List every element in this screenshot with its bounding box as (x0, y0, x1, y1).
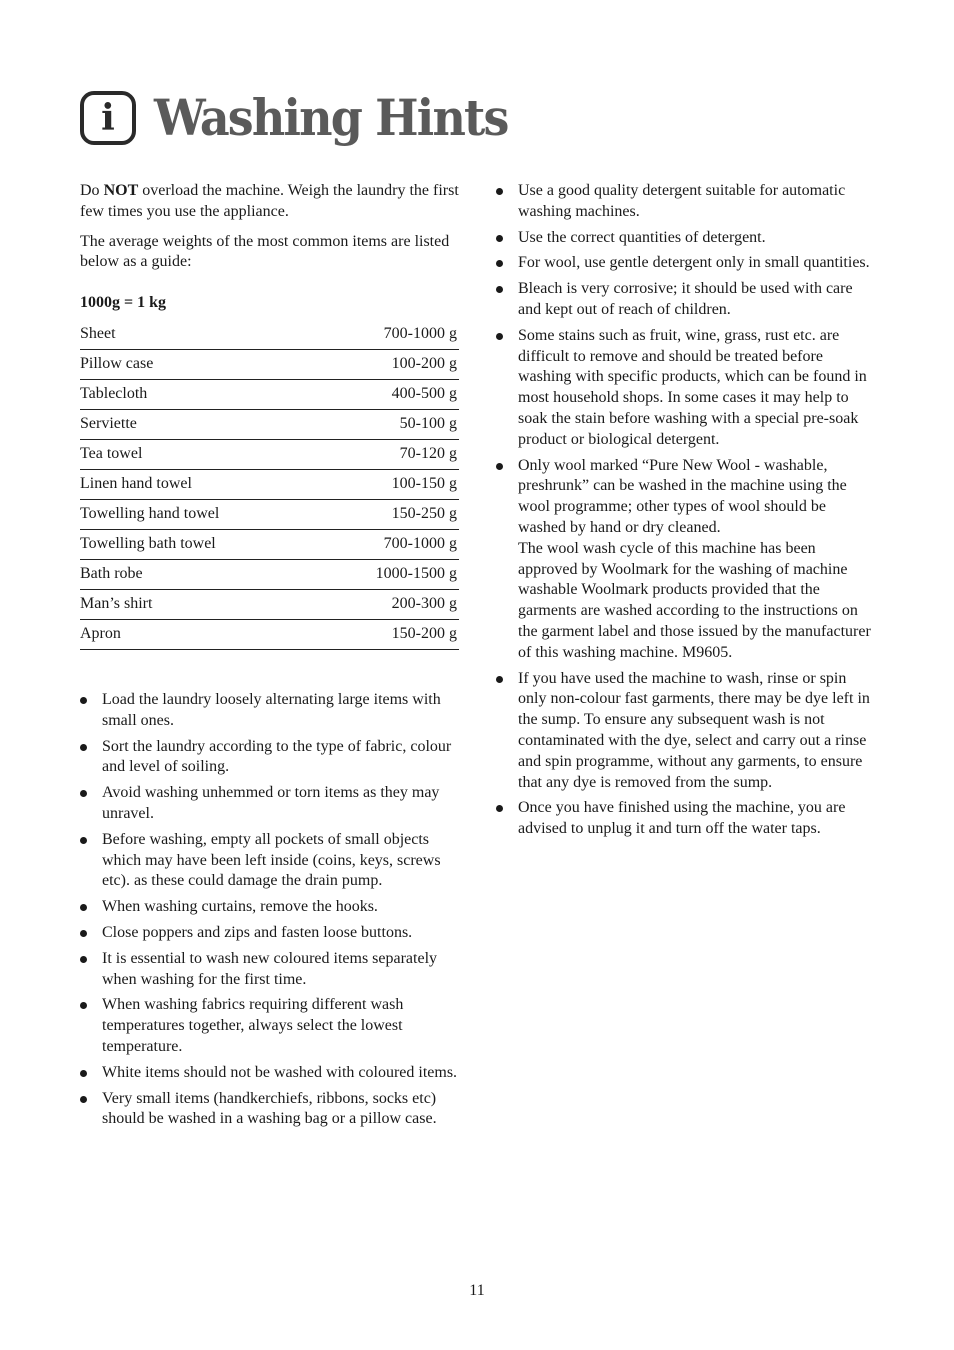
item-weight: 200-300 g (317, 589, 459, 619)
list-item (80, 995, 460, 1057)
item-weight: 50-100 g (317, 409, 459, 439)
item-name: Towelling bath towel (80, 529, 317, 559)
table-row (80, 619, 459, 649)
list-item-text: Some stains such as fruit, wine, grass, rust etc. are difficult to remove and should be treated before washing with specific products, which can be found in most household shops. In some cases it may help to soak the stain before washing with a special pre-soak product or biological detergent. (518, 326, 867, 448)
item-weight: 100-200 g (317, 349, 459, 379)
list-item-text: Use a good quality detergent suitable for automatic washing machines. (518, 182, 846, 220)
bullet-icon (496, 333, 503, 340)
list-item-text: Very small items (handkerchiefs, ribbons, socks etc) should be washed in a washing bag or a pillow case. (102, 1089, 437, 1128)
table-row (80, 469, 459, 499)
list-item (496, 253, 876, 274)
item-weight: 100-150 g (317, 469, 459, 499)
bullet-icon (496, 805, 503, 812)
item-weight: 70-120 g (317, 439, 459, 469)
list-item-text: White items should not be washed with coloured items. (102, 1063, 458, 1081)
bullet-icon (80, 904, 87, 911)
bullet-icon (80, 697, 87, 704)
right-bullet-list (496, 181, 876, 840)
table-row (80, 379, 459, 409)
list-item (80, 1089, 460, 1131)
list-item-text: If you have used the machine to wash, rinse or spin only non-colour fast garments, there may be dye left in the sump. To ensure any subsequent wash is not contaminated with the dye, select and carry out a rinse and spin programme, without any garments, to ensure that any dye is removed from the sump. (518, 669, 870, 791)
list-item (80, 830, 460, 892)
info-icon: i (80, 91, 136, 145)
list-item-text: When washing curtains, remove the hooks. (102, 898, 378, 916)
left-bullet-list (80, 690, 460, 1130)
list-item (496, 279, 876, 321)
item-weight: 400-500 g (317, 379, 459, 409)
list-item-text: Bleach is very corrosive; it should be used with care and kept out of reach of children. (518, 280, 853, 318)
table-row (80, 559, 459, 589)
list-item (80, 949, 460, 991)
bullet-icon (496, 188, 503, 195)
item-weight: 1000-1500 g (317, 559, 459, 589)
bullet-icon (80, 1002, 87, 1009)
list-item (80, 737, 460, 779)
item-name: Tablecloth (80, 379, 317, 409)
page-header (80, 88, 538, 147)
item-weight: 700-1000 g (317, 320, 459, 350)
table-row (80, 499, 459, 529)
wool-note: The wool wash cycle of this machine has been approved by Woolmark for the washing of machine washable Woolmark products provided that the garments are washed according to the instructions on the garment label and those issued by the manufacturer of this washing machine. M9605. (518, 539, 871, 661)
weight-conversion-note: 1000g = 1 kg (80, 294, 167, 312)
bullet-icon (80, 790, 87, 797)
intro-paragraph-2: The average weights of the most common items are listed below as a guide: (80, 232, 450, 271)
intro-paragraph-1: Do NOT overload the machine. Weigh the laundry the first few times you use the appliance. (80, 182, 459, 220)
list-item (496, 456, 876, 664)
list-item-text: It is essential to wash new coloured items separately when washing for the first time. (102, 949, 438, 988)
list-item (80, 1063, 460, 1084)
right-column (496, 181, 876, 845)
table-row (80, 439, 459, 469)
list-item-text: When washing fabrics requiring different wash temperatures together, always select the lowest temperature. (102, 996, 404, 1055)
table-row (80, 589, 459, 619)
item-name: Man’s shirt (80, 589, 317, 619)
list-item-text: Only wool marked “Pure New Wool - washable, preshrunk” can be washed in the machine using the wool programme; other types of wool should be washed by hand or dry cleaned. (518, 456, 847, 536)
list-item-text: Before washing, empty all pockets of small objects which may have been left inside (coins, keys, screws etc). as these could damage the drain pump. (102, 830, 441, 890)
page-title: Washing Hints (154, 88, 508, 147)
list-item (496, 326, 876, 451)
bullet-icon (496, 463, 503, 470)
list-item-text: Close poppers and zips and fasten loose buttons. (102, 923, 413, 941)
bullet-icon (80, 837, 87, 844)
list-item (496, 798, 876, 840)
list-item-text: For wool, use gentle detergent only in small quantities. (518, 254, 870, 272)
list-item (496, 181, 876, 223)
list-item (496, 669, 876, 794)
item-name: Sheet (80, 320, 317, 350)
item-name: Bath robe (80, 559, 317, 589)
item-name: Towelling hand towel (80, 499, 317, 529)
left-column (80, 181, 460, 1135)
list-item (80, 783, 460, 825)
item-name: Apron (80, 619, 317, 649)
bullet-icon (80, 744, 87, 751)
list-item (80, 897, 460, 918)
list-item-text: Use the correct quantities of detergent. (518, 228, 766, 246)
list-item (80, 923, 460, 944)
list-item-text: Avoid washing unhemmed or torn items as they may unravel. (102, 784, 440, 822)
item-weight: 700-1000 g (317, 529, 459, 559)
list-item-text: Once you have finished using the machine, you are advised to unplug it and turn off the water taps. (518, 799, 846, 838)
item-name: Linen hand towel (80, 469, 317, 499)
list-item-text: Sort the laundry according to the type of fabric, colour and level of soiling. (102, 737, 452, 776)
item-name: Tea towel (80, 439, 317, 469)
bullet-icon (496, 676, 503, 683)
bullet-icon (496, 260, 503, 267)
item-name: Pillow case (80, 349, 317, 379)
table-row (80, 409, 459, 439)
bullet-icon (80, 1070, 87, 1077)
list-item (80, 690, 460, 732)
bullet-icon (80, 930, 87, 937)
page-number: 11 (469, 1282, 485, 1299)
item-weight: 150-250 g (317, 499, 459, 529)
weights-table (80, 320, 459, 650)
bullet-icon (80, 1096, 87, 1103)
item-weight: 150-200 g (317, 619, 459, 649)
list-item (496, 228, 876, 249)
list-item-text: Load the laundry loosely alternating large items with small ones. (102, 690, 441, 729)
bullet-icon (496, 286, 503, 293)
table-row (80, 349, 459, 379)
item-name: Serviette (80, 409, 317, 439)
table-row (80, 529, 459, 559)
table-row (80, 320, 459, 350)
bullet-icon (80, 956, 87, 963)
bullet-icon (496, 235, 503, 242)
